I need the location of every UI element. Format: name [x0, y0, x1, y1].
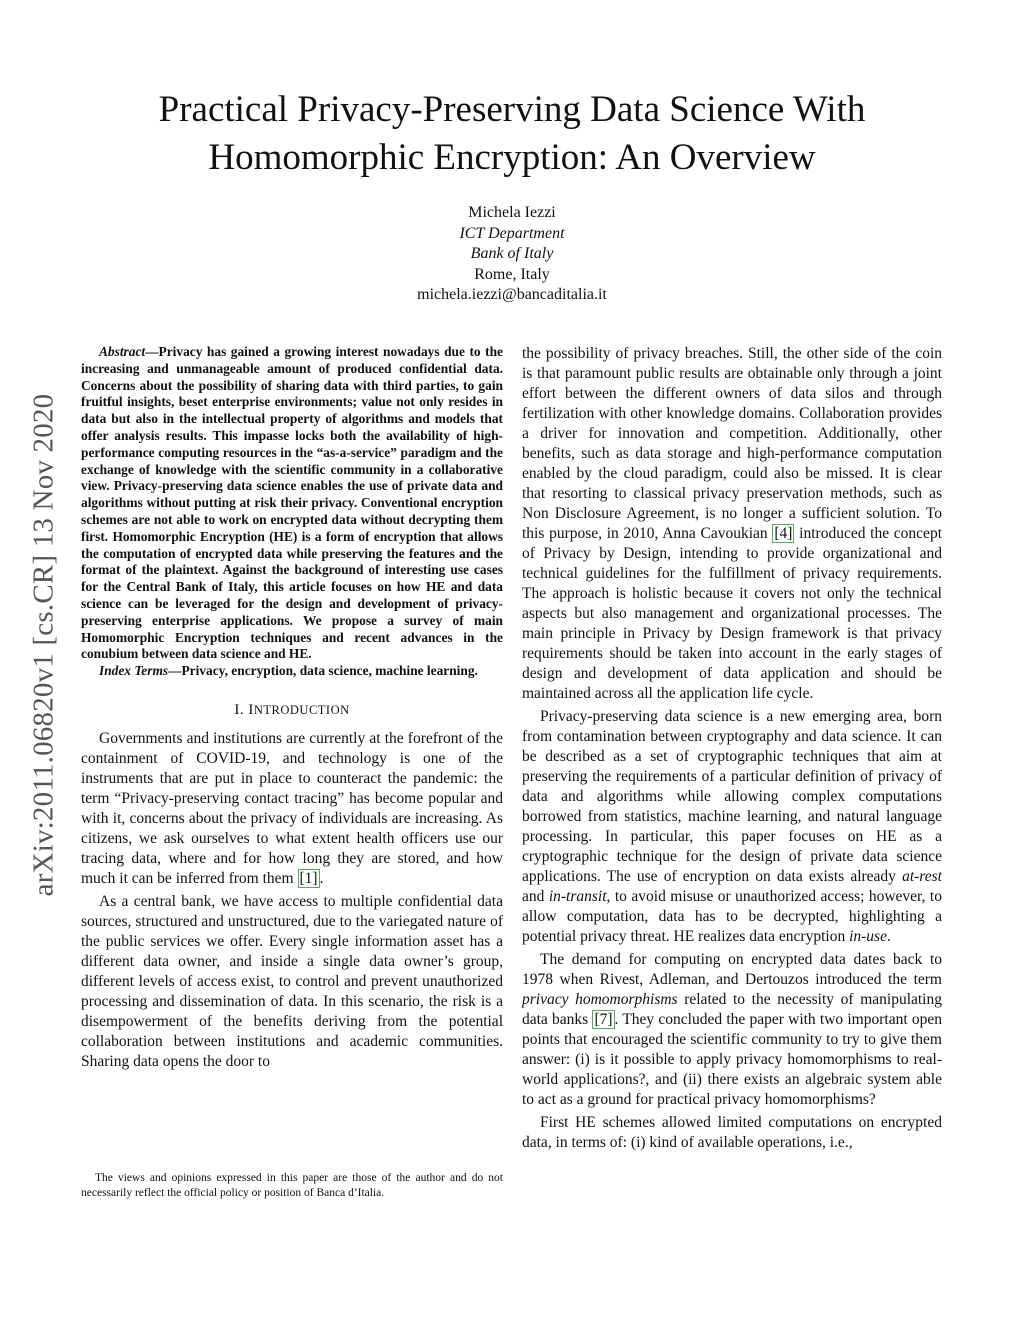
intro-p1-end: .	[319, 869, 324, 887]
term-at-rest: at-rest	[902, 868, 942, 885]
author-department: ICT Department	[459, 224, 565, 242]
intro-paragraph-2: As a central bank, we have access to multiple confidential data sources, structured and unstructured, due to the variegated nature of the public services we offer. Every single information asset has a different data owner, and inside a single data owner’s group, different levels of access exist, to control and prevent unauthorized processing and dissemination of data. In this scenario, the risk is a disempowerment of the benefits deriving from the potential collaboration between institutions and academic communities. Sharing data opens the door to	[81, 892, 503, 1070]
section-heading-numeral: I. I	[234, 701, 254, 718]
citation-link-1[interactable]: [1]	[299, 869, 318, 887]
left-column	[81, 344, 503, 1072]
author-block	[312, 203, 712, 306]
author-name: Michela Iezzi	[468, 204, 556, 221]
right-paragraph-1	[522, 344, 942, 704]
right-p1-text: the possibility of privacy breaches. Still, the other side of the coin is that paramount public results are obtainable only through a joint effort between the different owners of data silos and through fertilization with other knowledge domains. Collaboration provides a driver for innovation and competition. Additionally, other benefits, such as data storage and high-performance computation enabled by the cloud paradigm, could also be missed. It is clear that resorting to classical privacy preservation methods, such as Non Disclosure Agreement, is no longer a sufficient solution. To this purpose, in 2010, Anna Cavoukian	[522, 345, 942, 542]
footnote: The views and opinions expressed in this paper are those of the author and do not necessarily reflect the official policy or position of Banca d’Italia.	[81, 1172, 503, 1199]
author-location: Rome, Italy	[474, 265, 550, 283]
intro-p1-text: Governments and institutions are currently at the forefront of the containment of COVID-19, and technology is one of the instruments that are put in place to counteract the pandemic: the term “Privacy-preserving contact tracing” has become popular and with it, concerns about the privacy of individuals are increasing. As citizens, we ask ourselves to what extent health officers use our tracing data, where and for how long they are stored, and how much it can be inferred from them	[81, 729, 503, 887]
abstract	[81, 344, 503, 680]
right-paragraph-2	[522, 707, 942, 947]
intro-paragraph-1	[81, 729, 503, 889]
term-privacy-homomorphisms: privacy homomorphisms	[522, 991, 678, 1008]
abstract-label: Abstract	[99, 344, 146, 359]
right-p1-rest: introduced the concept of Privacy by Design, intending to provide organizational and technical guidelines for the fulfillment of privacy requirements. The approach is holistic because it covers not only the technical aspects but also management and organizational processes. The main principle in Privacy by Design framework is that privacy requirements should be taken into account in the early stages of design and development of data application and should be maintained across all the application life cycle.	[522, 525, 942, 702]
index-terms-label: Index Terms	[99, 663, 169, 679]
citation-link-7[interactable]: [7]	[594, 1011, 613, 1028]
index-terms	[81, 663, 503, 680]
index-terms-text: —Privacy, encryption, data science, machine learning.	[168, 663, 478, 679]
abstract-paragraph	[81, 344, 503, 663]
paper-title	[80, 86, 944, 182]
right-p2-d: .	[886, 928, 891, 945]
right-p3-c: . They concluded the paper with two important open points that encouraged the scientific community to try to give them answer: (i) is it possible to apply privacy homomorphisms to real-world applications?, and (ii) there exists an algebraic system able to act as a ground for practical privacy homomorphisms?	[522, 1011, 943, 1108]
author-institution: Bank of Italy	[470, 245, 554, 262]
term-in-transit: in-transit	[548, 888, 607, 905]
abstract-text: —Privacy has gained a growing interest nowadays due to the increasing and unmanageable amount of produced confidential data. Concerns about the possibility of sharing data with third parties, to gain fruitful insights, beset enterprise environments; value not only resides in data but also in the intellectual property of algorithms and models that offer analysis results. This impasse locks both the availability of high-performance computing resources in the “as-a-service” paradigm and the exchange of knowledge with the scientific community in a collaborative view. Privacy-preserving data science enables the use of private data and algorithms without putting at risk their privacy. Conventional encryption schemes are not able to work on encrypted data without decrypting them first. Homomorphic Encryption (HE) is a form of encryption that allows the computation of encrypted data while preserving the features and the format of the plaintext. Against the background of interesting use cases for the Central Bank of Italy, this article focuses on how HE and data science can be leveraged for the design and development of privacy-preserving enterprise applications. We propose a survey of main Homomorphic Encryption techniques and recent advances in the conubium between data science and HE.	[81, 344, 503, 662]
right-column	[522, 344, 942, 1153]
title-line-1: Practical Privacy-Preserving Data Science With	[158, 89, 866, 130]
author-email: michela.iezzi@bancaditalia.it	[417, 286, 607, 303]
arxiv-sidebar	[22, 345, 66, 945]
right-paragraph-3	[522, 950, 942, 1110]
arxiv-identifier: arXiv:2011.06820v1 [cs.CR] 13 Nov 2020	[27, 393, 60, 897]
right-p2-a: Privacy-preserving data science is a new emerging area, born from contamination between cryptography and data science. It can be described as a set of cryptographic techniques that aim at preserving the requirements of a particular definition of privacy of data and algorithms while allowing complex computations borrowed from statistics, machine learning, and natural language processing. In particular, this paper focuses on HE as a cryptographic technique for the design of private data science applications. The use of encryption on data exists already	[522, 708, 942, 885]
citation-link-4[interactable]: [4]	[774, 525, 793, 542]
right-p3-b: related to the necessity of manipulating data banks	[522, 991, 942, 1028]
section-heading-title: NTRODUCTION	[253, 702, 350, 717]
right-paragraph-4: First HE schemes allowed limited computations on encrypted data, in terms of: (i) kind of available operations, i.e.,	[522, 1114, 942, 1151]
term-in-use: in-use	[849, 928, 887, 945]
title-line-2: Homomorphic Encryption: An Overview	[208, 137, 816, 178]
right-p3-a: The demand for computing on encrypted data dates back to 1978 when Rivest, Adleman, and Dertouzos introduced the term	[522, 951, 942, 988]
right-p2-b: and	[522, 888, 549, 905]
right-p2-c: , to avoid misuse or unauthorized access; however, to allow computation, data has to be decrypted, highlighting a potential privacy threat. HE realizes data encryption	[522, 888, 942, 945]
section-heading-introduction	[81, 702, 503, 719]
